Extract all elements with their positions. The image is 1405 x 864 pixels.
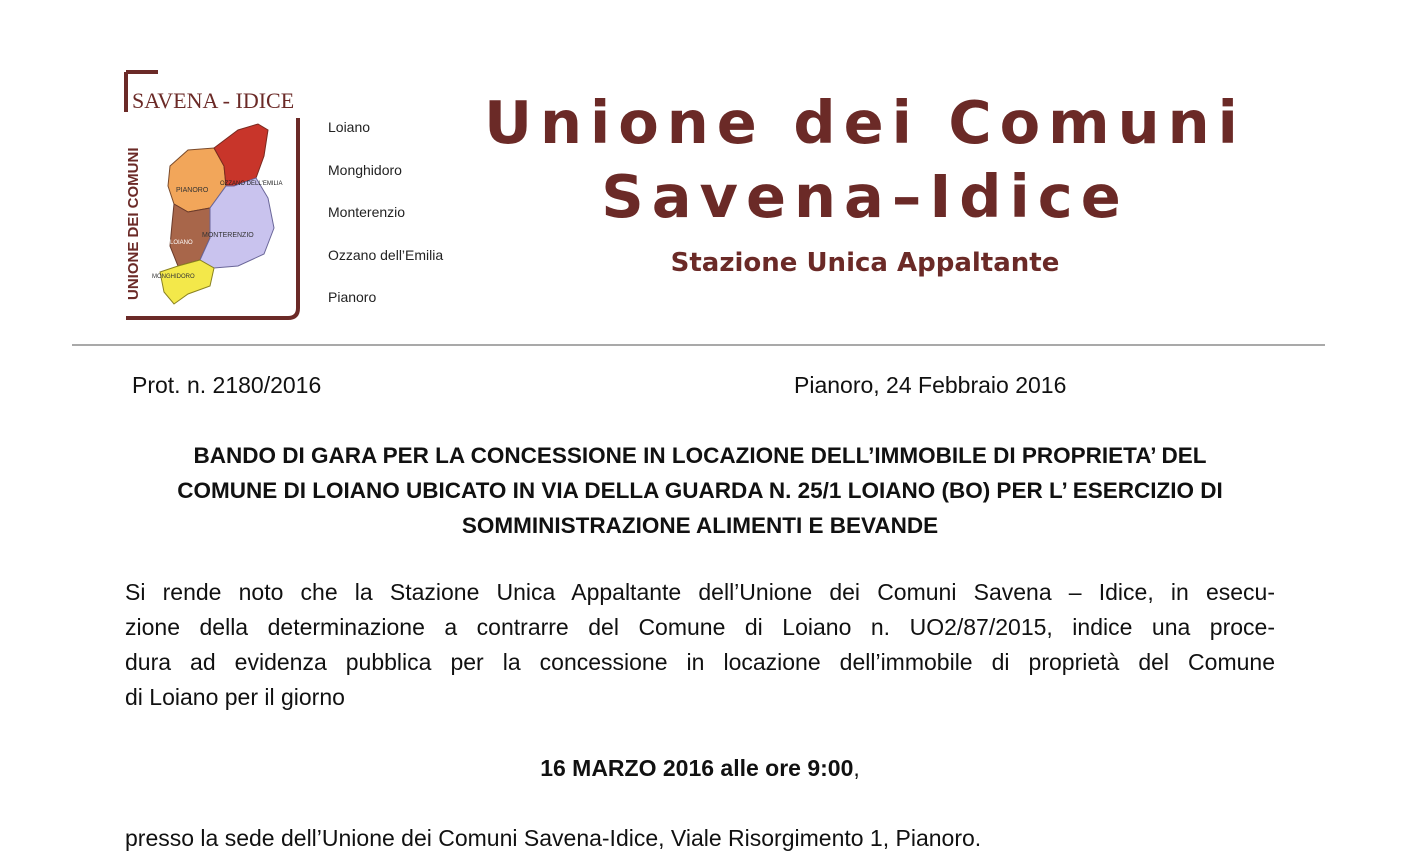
protocol-number: Prot. n. 2180/2016 — [132, 372, 322, 398]
territory-map-icon — [118, 68, 304, 322]
list-item: Monghidoro — [328, 161, 402, 178]
bando-line-1: BANDO DI GARA PER LA CONCESSIONE IN LOCAZIONE DELL’IMMOBILE DI PROPRIETA’ DEL — [193, 443, 1207, 468]
list-item: Loiano — [328, 119, 371, 135]
title-line-1: Unione dei Comuni — [484, 88, 1246, 157]
tender-date-suffix: , — [853, 755, 860, 781]
map-label-pianoro: PIANORO — [176, 187, 209, 194]
bando-heading — [100, 438, 1300, 543]
map-label-ozzano: OZZANO DELL'EMILIA — [220, 181, 283, 187]
page-subtitle: Stazione Unica Appaltante — [670, 248, 1060, 278]
union-logo — [118, 68, 304, 322]
list-item: Ozzano dell’Emilia — [328, 246, 444, 263]
venue-line: presso la sede dell’Unione dei Comuni Savena-Idice, Viale Risorgimento 1, Pianoro. — [125, 825, 982, 851]
bando-line-3: SOMMINISTRAZIONE ALIMENTI E BEVANDE — [461, 513, 939, 538]
map-label-monghidoro: MONGHIDORO — [152, 274, 195, 280]
tender-date-time: 16 MARZO 2016 alle ore 9:00 — [540, 755, 854, 781]
body-line-3: dura ad evidenza pubblica per la concessione in locazione dell’immobile di proprietà del Comune — [125, 649, 1275, 675]
page-title — [440, 86, 1290, 234]
list-item: Monterenzio — [328, 204, 406, 221]
body-paragraph — [125, 575, 1275, 715]
map-label-monterenzio: MONTERENZIO — [202, 232, 254, 239]
body-line-2: zione della determinazione a contrarre del Comune di Loiano n. UO2/87/2015, indice una proce- — [125, 614, 1275, 640]
list-item: Pianoro — [328, 289, 377, 306]
header-divider — [72, 344, 1325, 346]
body-line-4: di Loiano per il giorno — [125, 684, 345, 710]
tender-date — [100, 752, 1300, 784]
place-date: Pianoro, 24 Febbraio 2016 — [794, 372, 1067, 398]
logo-side-text: UNIONE DEI COMUNI — [125, 147, 142, 300]
body-line-1: Si rende noto che la Stazione Unica Appaltante dell’Unione dei Comuni Savena – Idice, in esecu- — [125, 579, 1275, 605]
member-municipalities-list — [328, 117, 443, 330]
logo-top-text: SAVENA - IDICE — [132, 88, 295, 113]
bando-line-2: COMUNE DI LOIANO UBICATO IN VIA DELLA GUARDA N. 25/1 LOIANO (BO) PER L’ ESERCIZIO DI — [177, 478, 1223, 503]
map-label-loiano: LOIANO — [170, 240, 193, 246]
title-line-2: Savena–Idice — [601, 162, 1129, 231]
